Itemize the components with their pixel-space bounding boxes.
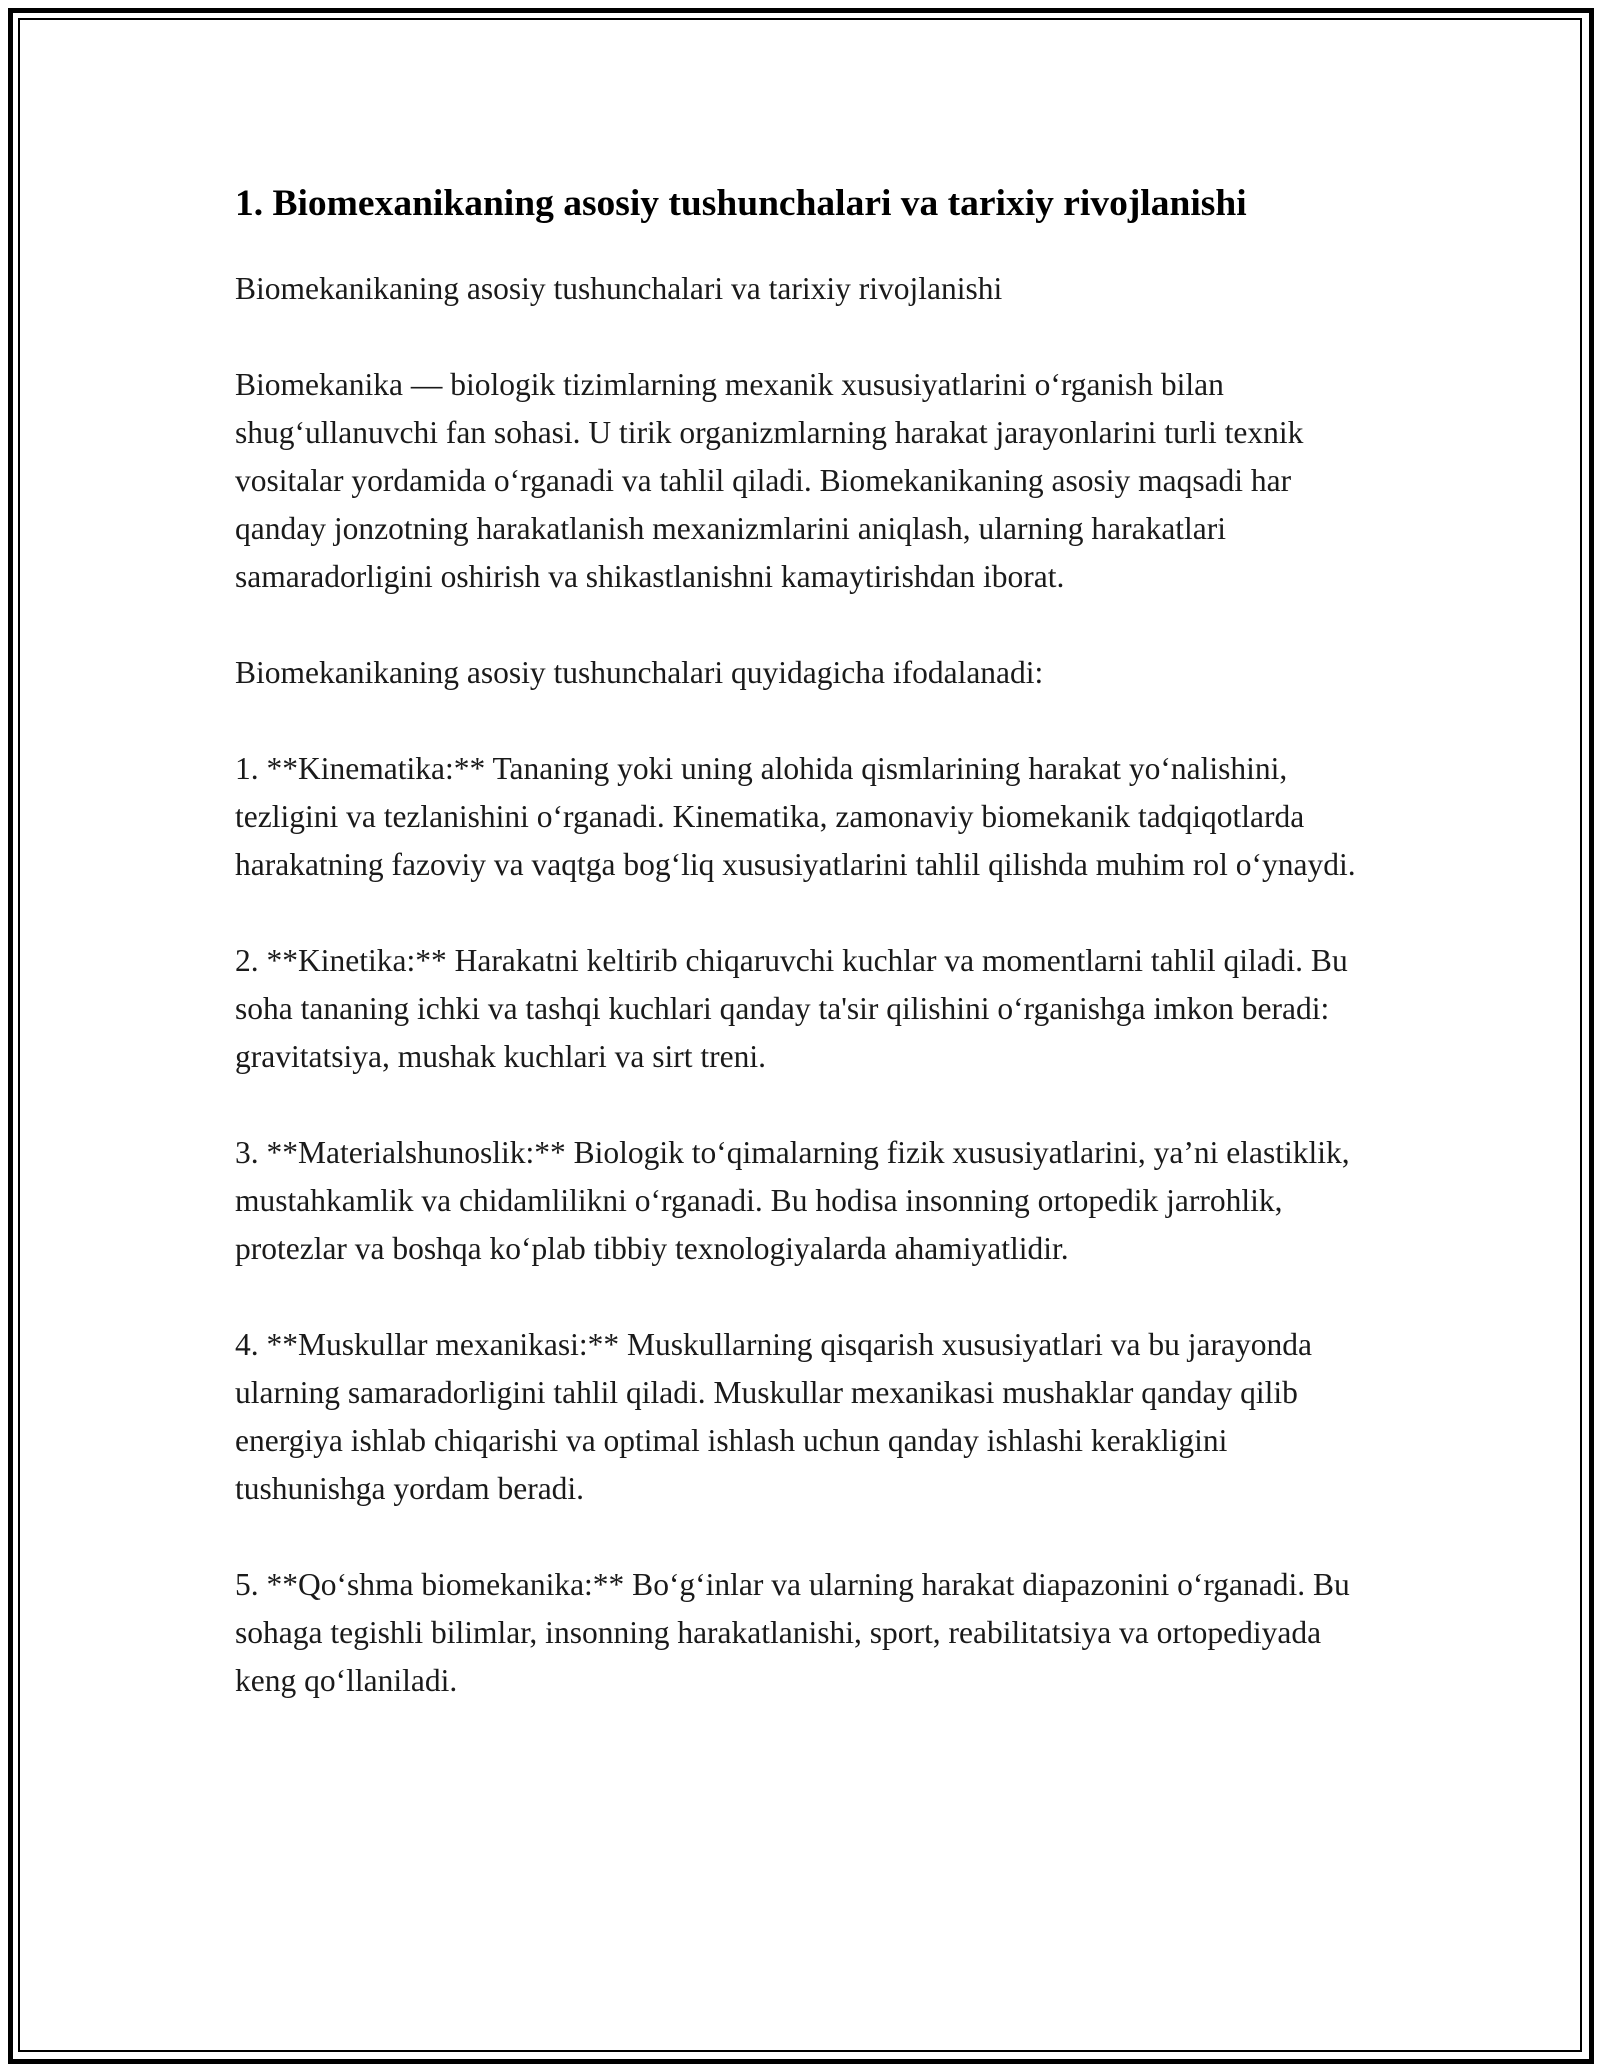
subtitle-paragraph: Biomekanikaning asosiy tushunchalari va tarixiy rivojlanishi xyxy=(235,270,1003,306)
concepts-intro-paragraph: Biomekanikaning asosiy tushunchalari quyidagicha ifodalanadi: xyxy=(235,654,1044,690)
list-item-muscle-mechanics: 4. **Muskullar mexanikasi:** Muskullarning qisqarish xususiyatlari va bu jarayonda ularning samaradorligini tahlil qiladi. Muskullar mexanikasi mushaklar qanday qilib energiya ishlab chiqarishi va optimal ishlash uchun qanday ishlashi kerakligini tushunishga yordam beradi. xyxy=(235,1326,1312,1506)
document-body xyxy=(235,180,1375,1753)
list-item-joint-biomechanics: 5. **Qoʻshma biomekanika:** Boʻgʻinlar va ularning harakat diapazonini oʻrganadi. Bu sohaga tegishli bilimlar, insonning harakatlanishi, sport, reabilitatsiya va ortopediyada keng qoʻllaniladi. xyxy=(235,1566,1350,1698)
list-item-kinematics: 1. **Kinematika:** Tananing yoki uning alohida qismlarining harakat yoʻnalishini, tezligini va tezlanishini oʻrganadi. Kinematika, zamonaviy biomekanik tadqiqotlarda harakatning fazoviy va vaqtga bogʻliq xususiyatlarini tahlil qilishda muhim rol oʻynaydi. xyxy=(235,750,1356,882)
intro-paragraph: Biomekanika — biologik tizimlarning mexanik xususiyatlarini oʻrganish bilan shugʻullanuvchi fan sohasi. U tirik organizmlarning harakat jarayonlarini turli texnik vositalar yordamida oʻrganadi va tahlil qiladi. Biomekanikaning asosiy maqsadi har qanday jonzotning harakatlanish mexanizmlarini aniqlash, ularning harakatlari samaradorligini oshirish va shikastlanishni kamaytirishdan iborat. xyxy=(235,366,1304,594)
list-item-materials: 3. **Materialshunoslik:** Biologik toʻqimalarning fizik xususiyatlarini, ya’ni elastiklik, mustahkamlik va chidamlilikni oʻrganadi. Bu hodisa insonning ortopedik jarrohlik, protezlar va boshqa koʻplab tibbiy texnologiyalarda ahamiyatlidir. xyxy=(235,1134,1350,1266)
document-title: 1. Biomexanikaning asosiy tushunchalari va tarixiy rivojlanishi xyxy=(235,183,1247,224)
list-item-kinetics: 2. **Kinetika:** Harakatni keltirib chiqaruvchi kuchlar va momentlarni tahlil qiladi. Bu soha tananing ichki va tashqi kuchlari qanday ta'sir qilishini oʻrganishga imkon beradi: gravitatsiya, mushak kuchlari va sirt treni. xyxy=(235,942,1348,1074)
